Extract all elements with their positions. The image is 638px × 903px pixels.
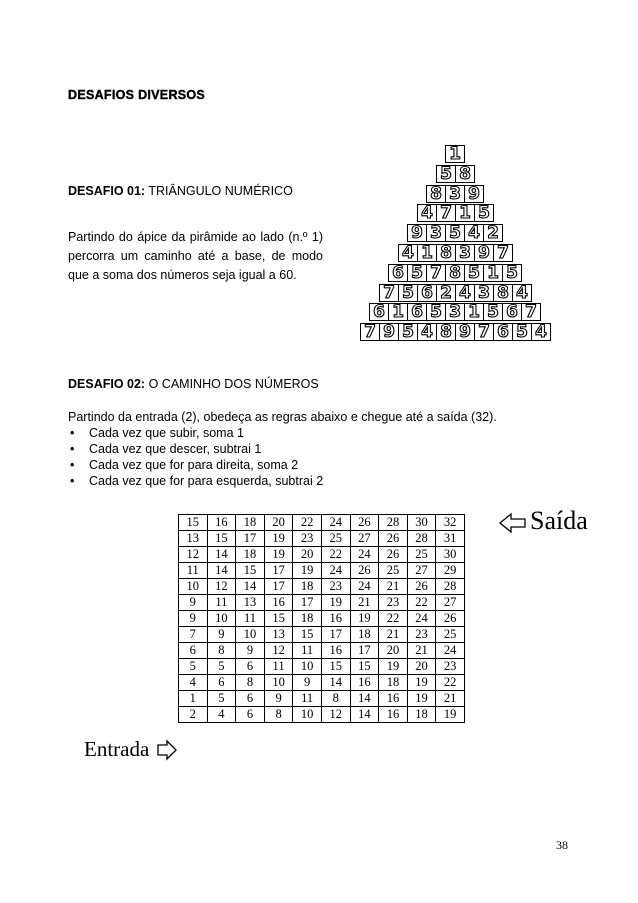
grid-cell: 9	[264, 691, 293, 707]
pyramid-cell: 8	[436, 323, 456, 341]
pyramid-cell: 1	[445, 145, 465, 163]
grid-cell: 23	[436, 659, 465, 675]
desafio-01-title: TRIÂNGULO NUMÉRICO	[148, 184, 293, 198]
grid-cell: 14	[207, 547, 236, 563]
grid-cell: 16	[321, 643, 350, 659]
pyramid-cell: 4	[512, 284, 532, 302]
pyramid-row	[398, 244, 513, 262]
grid-cell: 24	[350, 547, 379, 563]
grid-cell: 18	[350, 627, 379, 643]
grid-cell: 8	[321, 691, 350, 707]
grid-cell: 19	[321, 595, 350, 611]
grid-cell: 18	[293, 579, 322, 595]
grid-cell: 10	[264, 675, 293, 691]
grid-cell: 5	[179, 659, 208, 675]
grid-cell: 14	[321, 675, 350, 691]
pyramid-row	[426, 185, 484, 203]
grid-cell: 18	[236, 547, 265, 563]
pyramid-cell: 7	[521, 303, 541, 321]
pyramid-row	[407, 224, 503, 242]
grid-cell: 23	[321, 579, 350, 595]
grid-cell: 28	[407, 531, 436, 547]
grid-cell: 17	[321, 627, 350, 643]
grid-cell: 19	[407, 675, 436, 691]
pyramid-cell: 5	[512, 323, 532, 341]
grid-cell: 15	[236, 563, 265, 579]
grid-cell: 8	[236, 675, 265, 691]
rule-item: • Cada vez que for para direita, soma 2	[68, 457, 323, 473]
section-title: DESAFIOS DIVERSOS	[68, 88, 206, 102]
grid-row	[179, 547, 465, 563]
grid-cell: 19	[436, 707, 465, 723]
grid-cell: 8	[264, 707, 293, 723]
grid-cell: 15	[207, 531, 236, 547]
pyramid-cell: 7	[426, 264, 446, 282]
grid-row	[179, 579, 465, 595]
grid-cell: 2	[179, 707, 208, 723]
desafio-01-text: Partindo do ápice da pirâmide ao lado (n.º 1) percorra um caminho até a base, de modo que a soma dos números seja igual a 60.	[68, 230, 323, 282]
grid-cell: 20	[379, 643, 408, 659]
grid-cell: 14	[350, 691, 379, 707]
grid-cell: 22	[379, 611, 408, 627]
saida-arrow-icon	[498, 512, 528, 534]
grid-cell: 11	[264, 659, 293, 675]
grid-cell: 25	[407, 547, 436, 563]
grid-row	[179, 611, 465, 627]
grid-cell: 24	[321, 563, 350, 579]
pyramid-cell: 4	[417, 323, 437, 341]
grid-cell: 17	[236, 531, 265, 547]
pyramid-cell: 5	[407, 264, 427, 282]
pyramid-cell: 1	[388, 303, 408, 321]
grid-cell: 21	[407, 643, 436, 659]
grid-cell: 15	[264, 611, 293, 627]
pyramid-cell: 5	[398, 323, 418, 341]
grid-cell: 18	[236, 515, 265, 531]
grid-cell: 23	[293, 531, 322, 547]
grid-cell: 10	[179, 579, 208, 595]
rule-item: • Cada vez que descer, subtrai 1	[68, 441, 323, 457]
grid-cell: 19	[293, 563, 322, 579]
pyramid-cell: 3	[445, 303, 465, 321]
grid-cell: 17	[264, 579, 293, 595]
desafio-01-heading	[68, 184, 293, 198]
pyramid-row	[445, 145, 465, 163]
entrada-label: Entrada	[84, 737, 150, 761]
grid-cell: 8	[207, 643, 236, 659]
pyramid-row	[379, 284, 532, 302]
pyramid-cell: 8	[493, 284, 513, 302]
pyramid-cell: 7	[379, 284, 399, 302]
grid-cell: 10	[293, 659, 322, 675]
grid-cell: 28	[436, 579, 465, 595]
grid-cell: 20	[407, 659, 436, 675]
grid-cell: 14	[207, 563, 236, 579]
grid-cell: 16	[350, 675, 379, 691]
grid-cell: 24	[436, 643, 465, 659]
rules-list	[68, 425, 323, 489]
pyramid-cell: 6	[388, 264, 408, 282]
pyramid-cell: 1	[417, 244, 437, 262]
pyramid-cell: 8	[436, 244, 456, 262]
grid-cell: 27	[350, 531, 379, 547]
grid-cell: 31	[436, 531, 465, 547]
grid-cell: 27	[407, 563, 436, 579]
number-grid	[178, 514, 465, 723]
grid-cell: 18	[293, 611, 322, 627]
grid-cell: 20	[264, 515, 293, 531]
pyramid-cell: 6	[493, 323, 513, 341]
grid-cell: 13	[264, 627, 293, 643]
grid-cell: 4	[207, 707, 236, 723]
grid-cell: 12	[264, 643, 293, 659]
pyramid-cell: 1	[464, 303, 484, 321]
grid-cell: 26	[436, 611, 465, 627]
pyramid-cell: 5	[464, 264, 484, 282]
grid-cell: 22	[436, 675, 465, 691]
grid-cell: 21	[436, 691, 465, 707]
grid-cell: 11	[293, 691, 322, 707]
grid-cell: 13	[236, 595, 265, 611]
desafio-02-heading	[68, 377, 319, 391]
pyramid-cell: 1	[455, 204, 475, 222]
grid-cell: 9	[293, 675, 322, 691]
grid-cell: 16	[264, 595, 293, 611]
grid-cell: 21	[350, 595, 379, 611]
pyramid-row	[436, 165, 475, 183]
grid-row	[179, 515, 465, 531]
grid-cell: 11	[236, 611, 265, 627]
grid-cell: 19	[350, 611, 379, 627]
pyramid-row	[388, 264, 522, 282]
pyramid-cell: 5	[445, 224, 465, 242]
grid-cell: 27	[436, 595, 465, 611]
grid-cell: 32	[436, 515, 465, 531]
desafio-02-title: O CAMINHO DOS NÚMEROS	[148, 377, 319, 391]
grid-cell: 10	[207, 611, 236, 627]
grid-cell: 25	[379, 563, 408, 579]
pyramid-row	[417, 204, 494, 222]
grid-cell: 26	[350, 563, 379, 579]
grid-cell: 9	[207, 627, 236, 643]
grid-cell: 9	[179, 595, 208, 611]
pyramid-cell: 5	[436, 165, 456, 183]
grid-cell: 5	[207, 659, 236, 675]
pyramid-cell: 7	[474, 323, 494, 341]
grid-cell: 16	[321, 611, 350, 627]
grid-cell: 19	[379, 659, 408, 675]
grid-cell: 16	[379, 691, 408, 707]
desafio-02-label: DESAFIO 02:	[68, 377, 146, 391]
pyramid-cell: 3	[445, 185, 465, 203]
pyramid-cell: 6	[417, 284, 437, 302]
pyramid-cell: 5	[474, 204, 494, 222]
grid-cell: 17	[293, 595, 322, 611]
pyramid-cell: 9	[455, 323, 475, 341]
grid-cell: 22	[293, 515, 322, 531]
grid-cell: 25	[436, 627, 465, 643]
pyramid-cell: 8	[455, 165, 475, 183]
pyramid-cell: 5	[398, 284, 418, 302]
pyramid-cell: 7	[360, 323, 380, 341]
grid-row	[179, 675, 465, 691]
grid-cell: 16	[207, 515, 236, 531]
grid-cell: 24	[350, 579, 379, 595]
grid-cell: 17	[264, 563, 293, 579]
grid-cell: 23	[407, 627, 436, 643]
pyramid-row	[360, 323, 551, 341]
grid-cell: 12	[207, 579, 236, 595]
grid-row	[179, 659, 465, 675]
grid-cell: 22	[321, 547, 350, 563]
grid-cell: 13	[179, 531, 208, 547]
rule-item: • Cada vez que subir, soma 1	[68, 425, 323, 441]
page-number: 38	[556, 838, 568, 852]
pyramid-cell: 9	[474, 244, 494, 262]
grid-cell: 28	[379, 515, 408, 531]
pyramid-cell: 5	[502, 264, 522, 282]
pyramid-cell: 3	[426, 224, 446, 242]
grid-cell: 12	[179, 547, 208, 563]
grid-row	[179, 627, 465, 643]
grid-cell: 10	[293, 707, 322, 723]
pyramid-cell: 9	[379, 323, 399, 341]
grid-cell: 26	[379, 547, 408, 563]
grid-cell: 15	[350, 659, 379, 675]
pyramid-cell: 4	[531, 323, 551, 341]
grid-cell: 22	[407, 595, 436, 611]
grid-cell: 6	[236, 691, 265, 707]
grid-cell: 10	[236, 627, 265, 643]
grid-cell: 26	[407, 579, 436, 595]
pyramid-cell: 3	[455, 244, 475, 262]
pyramid-cell: 1	[483, 264, 503, 282]
grid-cell: 18	[407, 707, 436, 723]
grid-cell: 1	[179, 691, 208, 707]
grid-cell: 9	[179, 611, 208, 627]
grid-cell: 19	[264, 531, 293, 547]
grid-cell: 21	[379, 579, 408, 595]
grid-cell: 23	[379, 595, 408, 611]
grid-cell: 18	[379, 675, 408, 691]
grid-cell: 26	[350, 515, 379, 531]
grid-cell: 20	[293, 547, 322, 563]
pyramid-cell: 5	[483, 303, 503, 321]
pyramid-cell: 3	[474, 284, 494, 302]
grid-cell: 11	[293, 643, 322, 659]
grid-cell: 15	[293, 627, 322, 643]
grid-cell: 6	[207, 675, 236, 691]
grid-cell: 5	[207, 691, 236, 707]
grid-cell: 9	[236, 643, 265, 659]
grid-cell: 6	[236, 659, 265, 675]
grid-cell: 15	[179, 515, 208, 531]
pyramid-cell: 8	[426, 185, 446, 203]
pyramid-row	[369, 303, 541, 321]
grid-cell: 6	[236, 707, 265, 723]
grid-cell: 19	[264, 547, 293, 563]
grid-cell: 26	[379, 531, 408, 547]
grid-cell: 30	[407, 515, 436, 531]
grid-cell: 24	[321, 515, 350, 531]
pyramid-cell: 4	[455, 284, 475, 302]
pyramid-cell: 9	[464, 185, 484, 203]
grid-row	[179, 595, 465, 611]
grid-cell: 15	[321, 659, 350, 675]
grid-cell: 14	[350, 707, 379, 723]
grid-cell: 6	[179, 643, 208, 659]
rule-item: • Cada vez que for para esquerda, subtrai 2	[68, 473, 323, 489]
grid-cell: 19	[407, 691, 436, 707]
pyramid-cell: 4	[464, 224, 484, 242]
grid-cell: 4	[179, 675, 208, 691]
grid-cell: 7	[179, 627, 208, 643]
grid-row	[179, 691, 465, 707]
pyramid-cell: 6	[369, 303, 389, 321]
grid-cell: 30	[436, 547, 465, 563]
pyramid-cell: 6	[407, 303, 427, 321]
pyramid-cell: 4	[398, 244, 418, 262]
pyramid-cell: 6	[502, 303, 522, 321]
grid-row	[179, 643, 465, 659]
grid-cell: 11	[207, 595, 236, 611]
entrada-arrow-icon	[156, 739, 178, 761]
desafio-02-intro: Partindo da entrada (2), obedeça as regras abaixo e chegue até a saída (32).	[68, 410, 497, 424]
grid-row	[179, 563, 465, 579]
grid-cell: 29	[436, 563, 465, 579]
grid-cell: 11	[179, 563, 208, 579]
grid-cell: 24	[407, 611, 436, 627]
pyramid-cell: 2	[483, 224, 503, 242]
grid-row	[179, 531, 465, 547]
pyramid-cell: 7	[493, 244, 513, 262]
grid-cell: 12	[321, 707, 350, 723]
grid-row	[179, 707, 465, 723]
grid-cell: 14	[236, 579, 265, 595]
pyramid-cell: 9	[407, 224, 427, 242]
pyramid-cell: 8	[445, 264, 465, 282]
grid-cell: 17	[350, 643, 379, 659]
grid-cell: 25	[321, 531, 350, 547]
grid-cell: 21	[379, 627, 408, 643]
desafio-01-label: DESAFIO 01:	[68, 184, 146, 198]
grid-cell: 16	[379, 707, 408, 723]
pyramid-cell: 5	[426, 303, 446, 321]
saida-label: Saída	[530, 506, 588, 535]
pyramid-cell: 7	[436, 204, 456, 222]
pyramid-cell: 2	[436, 284, 456, 302]
pyramid-cell: 4	[417, 204, 437, 222]
